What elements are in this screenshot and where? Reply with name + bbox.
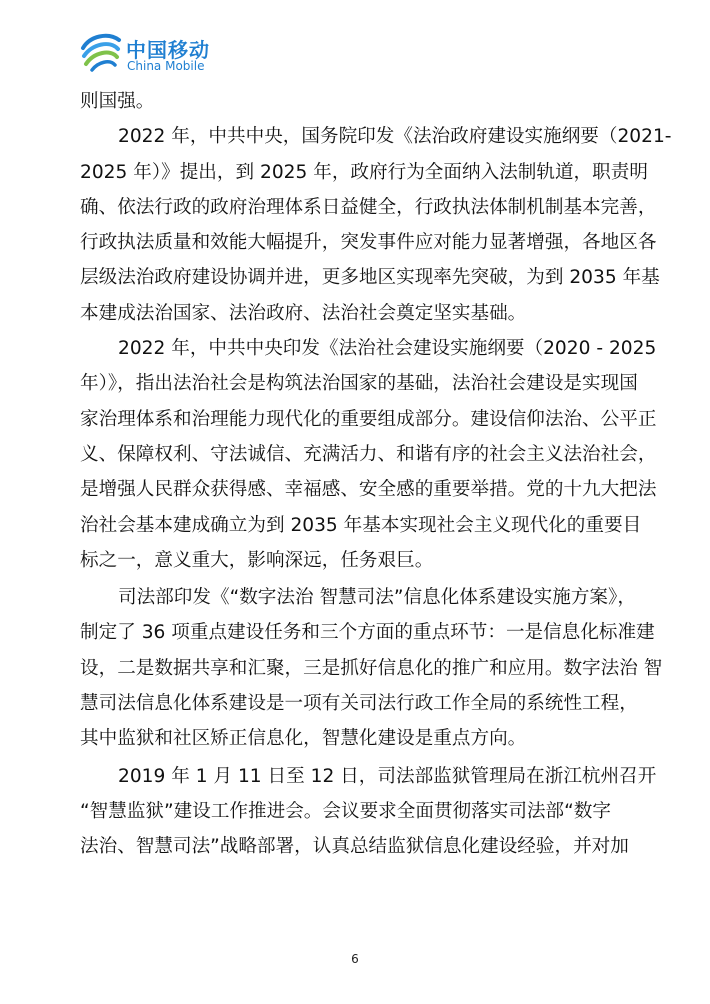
paragraph-line: 制定了 36 项重点建设任务和三个方面的重点环节：一是信息化标准建 — [80, 622, 655, 644]
paragraph-line: 本建成法治国家、法治政府、法治社会奠定坚实基础。 — [80, 302, 527, 324]
paragraph-line: 治社会基本建成确立为到 2035 年基本实现社会主义现代化的重要目 — [80, 514, 642, 536]
paragraph-line: 2022 年，中共中央印发《法治社会建设实施纲要（2020 - 2025 — [118, 338, 657, 360]
paragraph-line: “智慧监狱”建设工作推进会。会议要求全面贯彻落实司法部“数字 — [80, 800, 611, 822]
paragraph-line: 司法部印发《“数字法治 智慧司法”信息化体系建设实施方案》， — [118, 587, 636, 609]
paragraph-line: 层级法治政府建设协调并进，更多地区实现率先突破，为到 2035 年基 — [80, 267, 660, 289]
paragraph-line: 行政执法质量和效能大幅提升，突发事件应对能力显著增强，各地区各 — [80, 232, 657, 254]
paragraph-line: 2022 年，中共中央，国务院印发《法治政府建设实施纲要（2021- — [118, 126, 672, 148]
paragraph-line: 设，二是数据共享和汇聚，三是抓好信息化的推广和应用。数字法治 智 — [80, 657, 663, 679]
paragraph-line: 其中监狱和社区矫正信息化，智慧化建设是重点方向。 — [80, 728, 527, 750]
logo-text-cn: 中国移动 — [126, 38, 210, 62]
paragraph-line: 标之一，意义重大，影响深远，任务艰巨。 — [80, 549, 434, 571]
paragraph-line: 确、依法行政的政府治理体系日益健全，行政执法体制机制基本完善， — [80, 196, 657, 218]
paragraph-line: 家治理体系和治理能力现代化的重要组成部分。建设信仰法治、公平正 — [80, 408, 657, 430]
paragraph-line: 是增强人民群众获得感、幸福感、安全感的重要举措。党的十九大把法 — [80, 479, 657, 501]
page-number: 6 — [351, 952, 359, 966]
document-body — [80, 84, 672, 865]
paragraph-line: 年）》，指出法治社会是构筑法治国家的基础，法治社会建设是实现国 — [80, 373, 638, 395]
paragraph-line: 慧司法信息化体系建设是一项有关司法行政工作全局的系统性工程， — [80, 693, 638, 715]
paragraph-line: 则国强。 — [80, 91, 155, 112]
paragraph-line: 义、保障权利、守法诚信、充满活力、和谐有序的社会主义法治社会， — [80, 443, 657, 465]
paragraph-line: 2025 年）》提出，到 2025 年，政府行为全面纳入法制轨道，职责明 — [80, 161, 648, 183]
logo-text-en: China Mobile — [127, 59, 205, 73]
paragraph-line: 2019 年 1 月 11 日至 12 日，司法部监狱管理局在浙江杭州召开 — [118, 765, 657, 787]
china-mobile-logo-icon — [80, 30, 122, 72]
china-mobile-logo — [80, 30, 230, 80]
paragraph-line: 法治、智慧司法”战略部署，认真总结监狱信息化建设经验，并对加 — [80, 836, 629, 858]
